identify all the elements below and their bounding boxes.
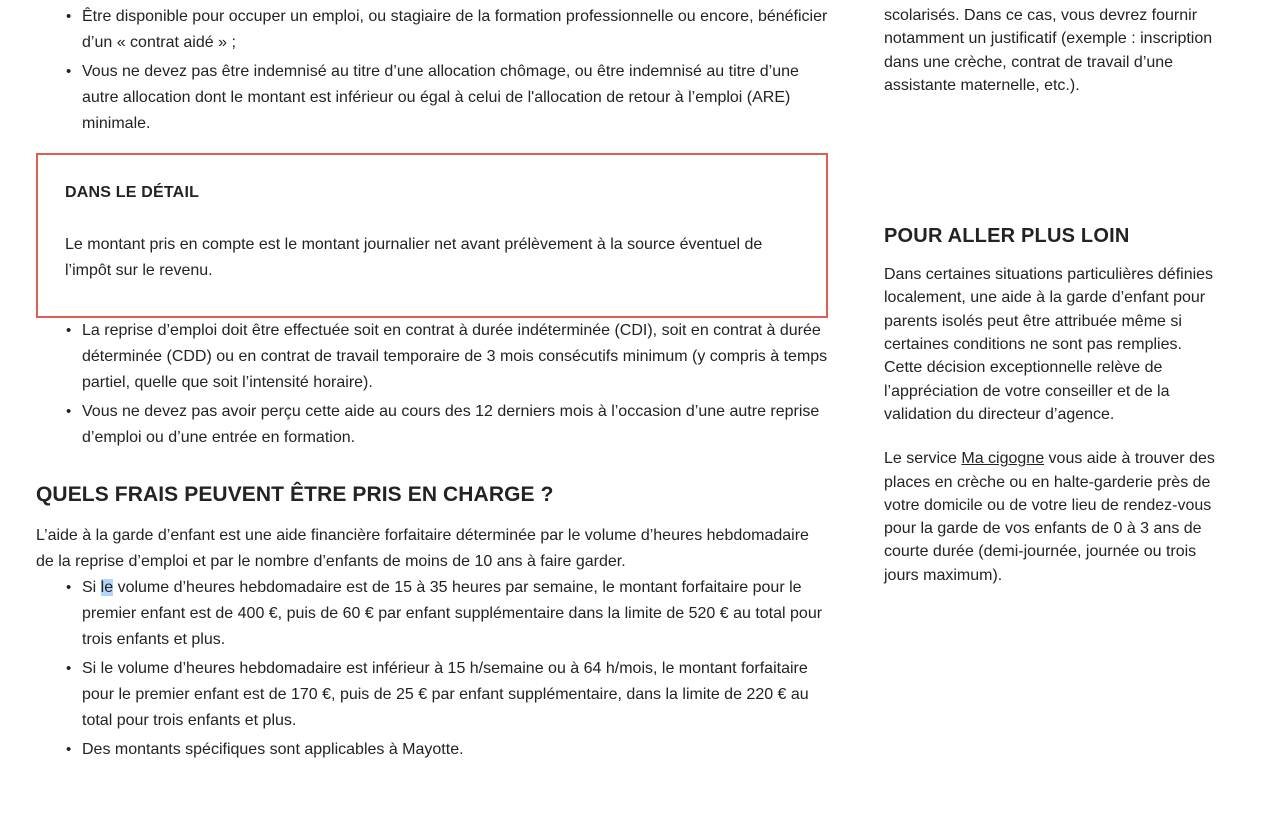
sidebar-note-continuation: scolarisés. Dans ce cas, vous devrez fournir notamment un justificatif (exemple : inscription dans une crèche, contrat de travail d’une assistante maternelle, etc.). [884,7,1213,94]
sidebar-paragraph: Dans certaines situations particulières définies localement, une aide à la garde d’enfant pour parents isolés peut être attribuée même si certaines conditions ne sont pas remplies. Cette décision exceptionnelle relève de l’appréciation de votre conseiller et de la validation du directeur d’agence. [884,266,1214,423]
list-item: • Être disponible pour occuper un emploi, ou stagiaire de la formation professionnelle ou encore, bénéficier d’un « contrat aidé » ; [82,4,828,56]
ma-cigogne-link[interactable]: Ma cigogne [961,450,1045,468]
amounts-list [36,575,828,763]
list-item: • Si le volume d’heures hebdomadaire est inférieur à 15 h/semaine ou à 64 h/mois, le montant forfaitaire pour le premier enfant est de 170 €, puis de 25 € par enfant supplémentaire, dans la limite de 220 € au total pour trois enfants et plus. [82,656,828,734]
detail-callout-text: Le montant pris en compte est le montant journalier net avant prélèvement à la source éventuel de l’impôt sur le revenu. [65,236,763,279]
list-item: • Vous ne devez pas être indemnisé au titre d’une allocation chômage, ou être indemnisé au titre d’une autre allocation dont le montant est inférieur ou égal à celui de l'allocation de retour à l’emploi (ARE) minimale. [82,59,828,137]
list-item: • Des montants spécifiques sont applicables à Mayotte. [82,737,828,763]
sidebar-paragraph-text: Le service [884,450,962,468]
conditions-list [36,4,828,137]
detail-callout-title: DANS LE DÉTAIL [65,184,200,201]
list-item [82,575,828,653]
section-heading: QUELS FRAIS PEUVENT ÊTRE PRIS EN CHARGE ? [36,483,554,506]
list-item-text-after-selection: volume d’heures hebdomadaire est de 15 à 35 heures par semaine, le montant forfaitaire pour le premier enfant est de 400 €, puis de 60 € par enfant supplémentaire dans la limite de 520 € au total pour trois enfants et plus. [82,579,823,648]
list-item: • Vous ne devez pas avoir perçu cette aide au cours des 12 derniers mois à l’occasion d’une autre reprise d’emploi ou d’une entrée en formation. [82,399,828,451]
sidebar [884,0,1217,587]
sidebar-paragraph-text: vous aide à trouver des places en crèche ou en halte-garderie près de votre domicile ou de votre lieu de rendez-vous pour la garde de vos enfants de 0 à 3 ans de courte durée (demi-journée, journée ou trois jours maximum). [884,450,1215,584]
sidebar-heading: POUR ALLER PLUS LOIN [884,225,1130,248]
sidebar-paragraph [884,447,1217,587]
main-content [36,0,828,763]
list-item-text-before-selection: Si [82,579,101,596]
detail-callout-box [36,153,828,318]
list-item: • La reprise d’emploi doit être effectuée soit en contrat à durée indéterminée (CDI), soit en contrat à durée déterminée (CDD) ou en contrat de travail temporaire de 3 mois consécutifs minimum (y compris à temps partiel, quelle que soit l’intensité horaire). [82,318,828,396]
employment-conditions-list [36,318,828,451]
intro-paragraph: L’aide à la garde d’enfant est une aide financière forfaitaire déterminée par le volume d’heures hebdomadaire de la reprise d’emploi et par le nombre d’enfants de moins de 10 ans à faire garder. [36,527,809,570]
selected-text-highlight: le [100,579,114,596]
